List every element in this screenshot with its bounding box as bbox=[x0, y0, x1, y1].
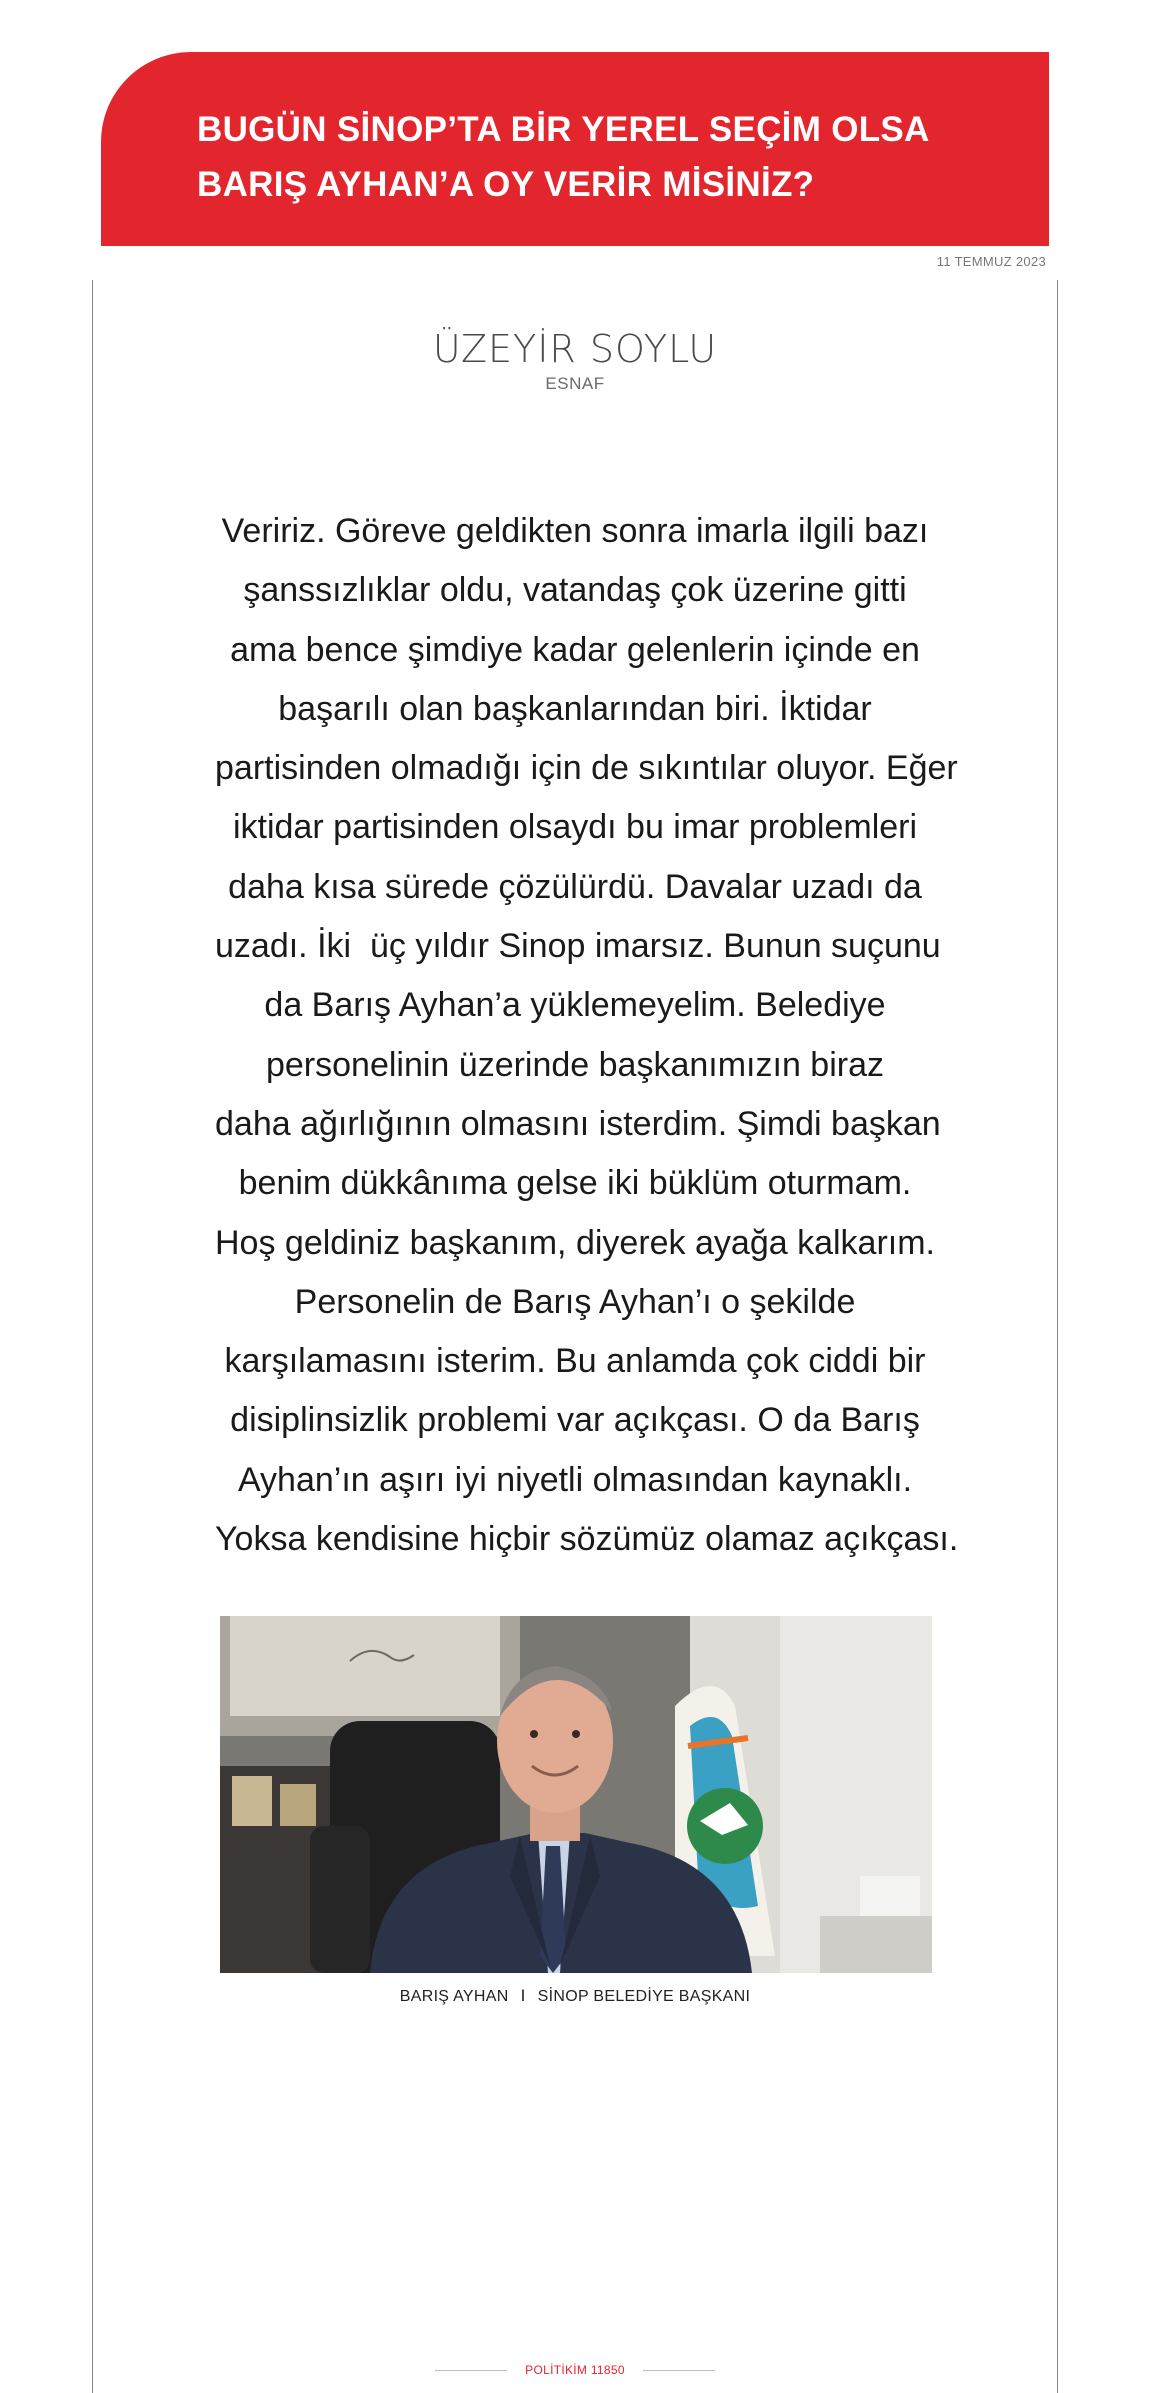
quote-line: başarılı olan başkanlarından biri. İktidar bbox=[278, 689, 872, 728]
quote-line: personelinin üzerinde başkanımızın biraz bbox=[265, 1045, 884, 1084]
caption-title: SİNOP BELEDİYE BAŞKANI bbox=[537, 1988, 751, 2005]
publish-date: 11 TEMMUZ 2023 bbox=[936, 254, 1046, 269]
quote-line: ama bence şimdiye kadar gelenlerin içinde en bbox=[230, 630, 920, 669]
quote-line: uzadı. İki üç yıldır Sinop imarsız. Bunun suçunu bbox=[215, 927, 941, 966]
quote-line: partisinden olmadığı için de sıkıntılar oluyor. Eğer bbox=[215, 749, 958, 788]
author-block bbox=[0, 326, 1150, 394]
caption-separator: I bbox=[520, 1986, 526, 2005]
quote-line: Hoş geldiniz başkanım, diyerek ayağa kalkarım. bbox=[215, 1223, 935, 1262]
author-role: ESNAF bbox=[545, 374, 605, 393]
headline-line-1: BUGÜN SİNOP’TA BİR YEREL SEÇİM OLSA bbox=[197, 110, 930, 149]
quote-line: şanssızlıklar oldu, vatandaş çok üzerine gitti bbox=[243, 571, 907, 610]
quote-line: benim dükkânıma gelse iki büklüm oturmam. bbox=[238, 1164, 912, 1203]
mayor-photo bbox=[220, 1616, 932, 1973]
footer-page-label: POLİTİKİM 11850 bbox=[525, 2363, 625, 2377]
headline-line-2: BARIŞ AYHAN’A OY VERİR MİSİNİZ? bbox=[197, 165, 815, 204]
page-frame-right-border bbox=[1057, 280, 1058, 2393]
footer-rule-right bbox=[643, 2370, 715, 2371]
photo-caption bbox=[0, 1986, 1150, 2006]
headline-title bbox=[197, 102, 1049, 212]
page-footer bbox=[0, 2363, 1150, 2377]
quote-line: Veririz. Göreve geldikten sonra imarla ilgili bazı bbox=[221, 512, 929, 550]
quote-line: daha kısa sürede çözülürdü. Davalar uzadı da bbox=[228, 867, 922, 906]
page-frame-left-border bbox=[92, 280, 93, 2393]
quote-text bbox=[215, 502, 959, 1569]
footer-rule-left bbox=[435, 2370, 507, 2371]
quote-line: Personelin de Barış Ayhan’ı o şekilde bbox=[294, 1282, 856, 1321]
quote-line: Ayhan’ın aşırı iyi niyetli olmasından kaynaklı. bbox=[237, 1460, 913, 1499]
quote-line: karşılamasını isterim. Bu anlamda çok ciddi bir bbox=[224, 1342, 926, 1381]
quote-line: daha ağırlığının olmasını isterdim. Şimdi başkan bbox=[215, 1104, 941, 1143]
quote-line: disiplinsizlik problemi var açıkçası. O da Barış bbox=[230, 1401, 920, 1440]
quote-line: iktidar partisinden olsaydı bu imar problemleri bbox=[232, 808, 918, 847]
mayor-photo-illustration bbox=[220, 1616, 932, 1973]
caption-name: BARIŞ AYHAN bbox=[399, 1988, 509, 2005]
quote-line: Yoksa kendisine hiçbir sözümüz olamaz açıkçası. bbox=[215, 1520, 959, 1559]
quote-line: da Barış Ayhan’a yüklemeyelim. Belediye bbox=[264, 986, 886, 1025]
headline-banner bbox=[101, 52, 1049, 246]
author-name: ÜZEYİR SOYLU bbox=[432, 327, 718, 371]
